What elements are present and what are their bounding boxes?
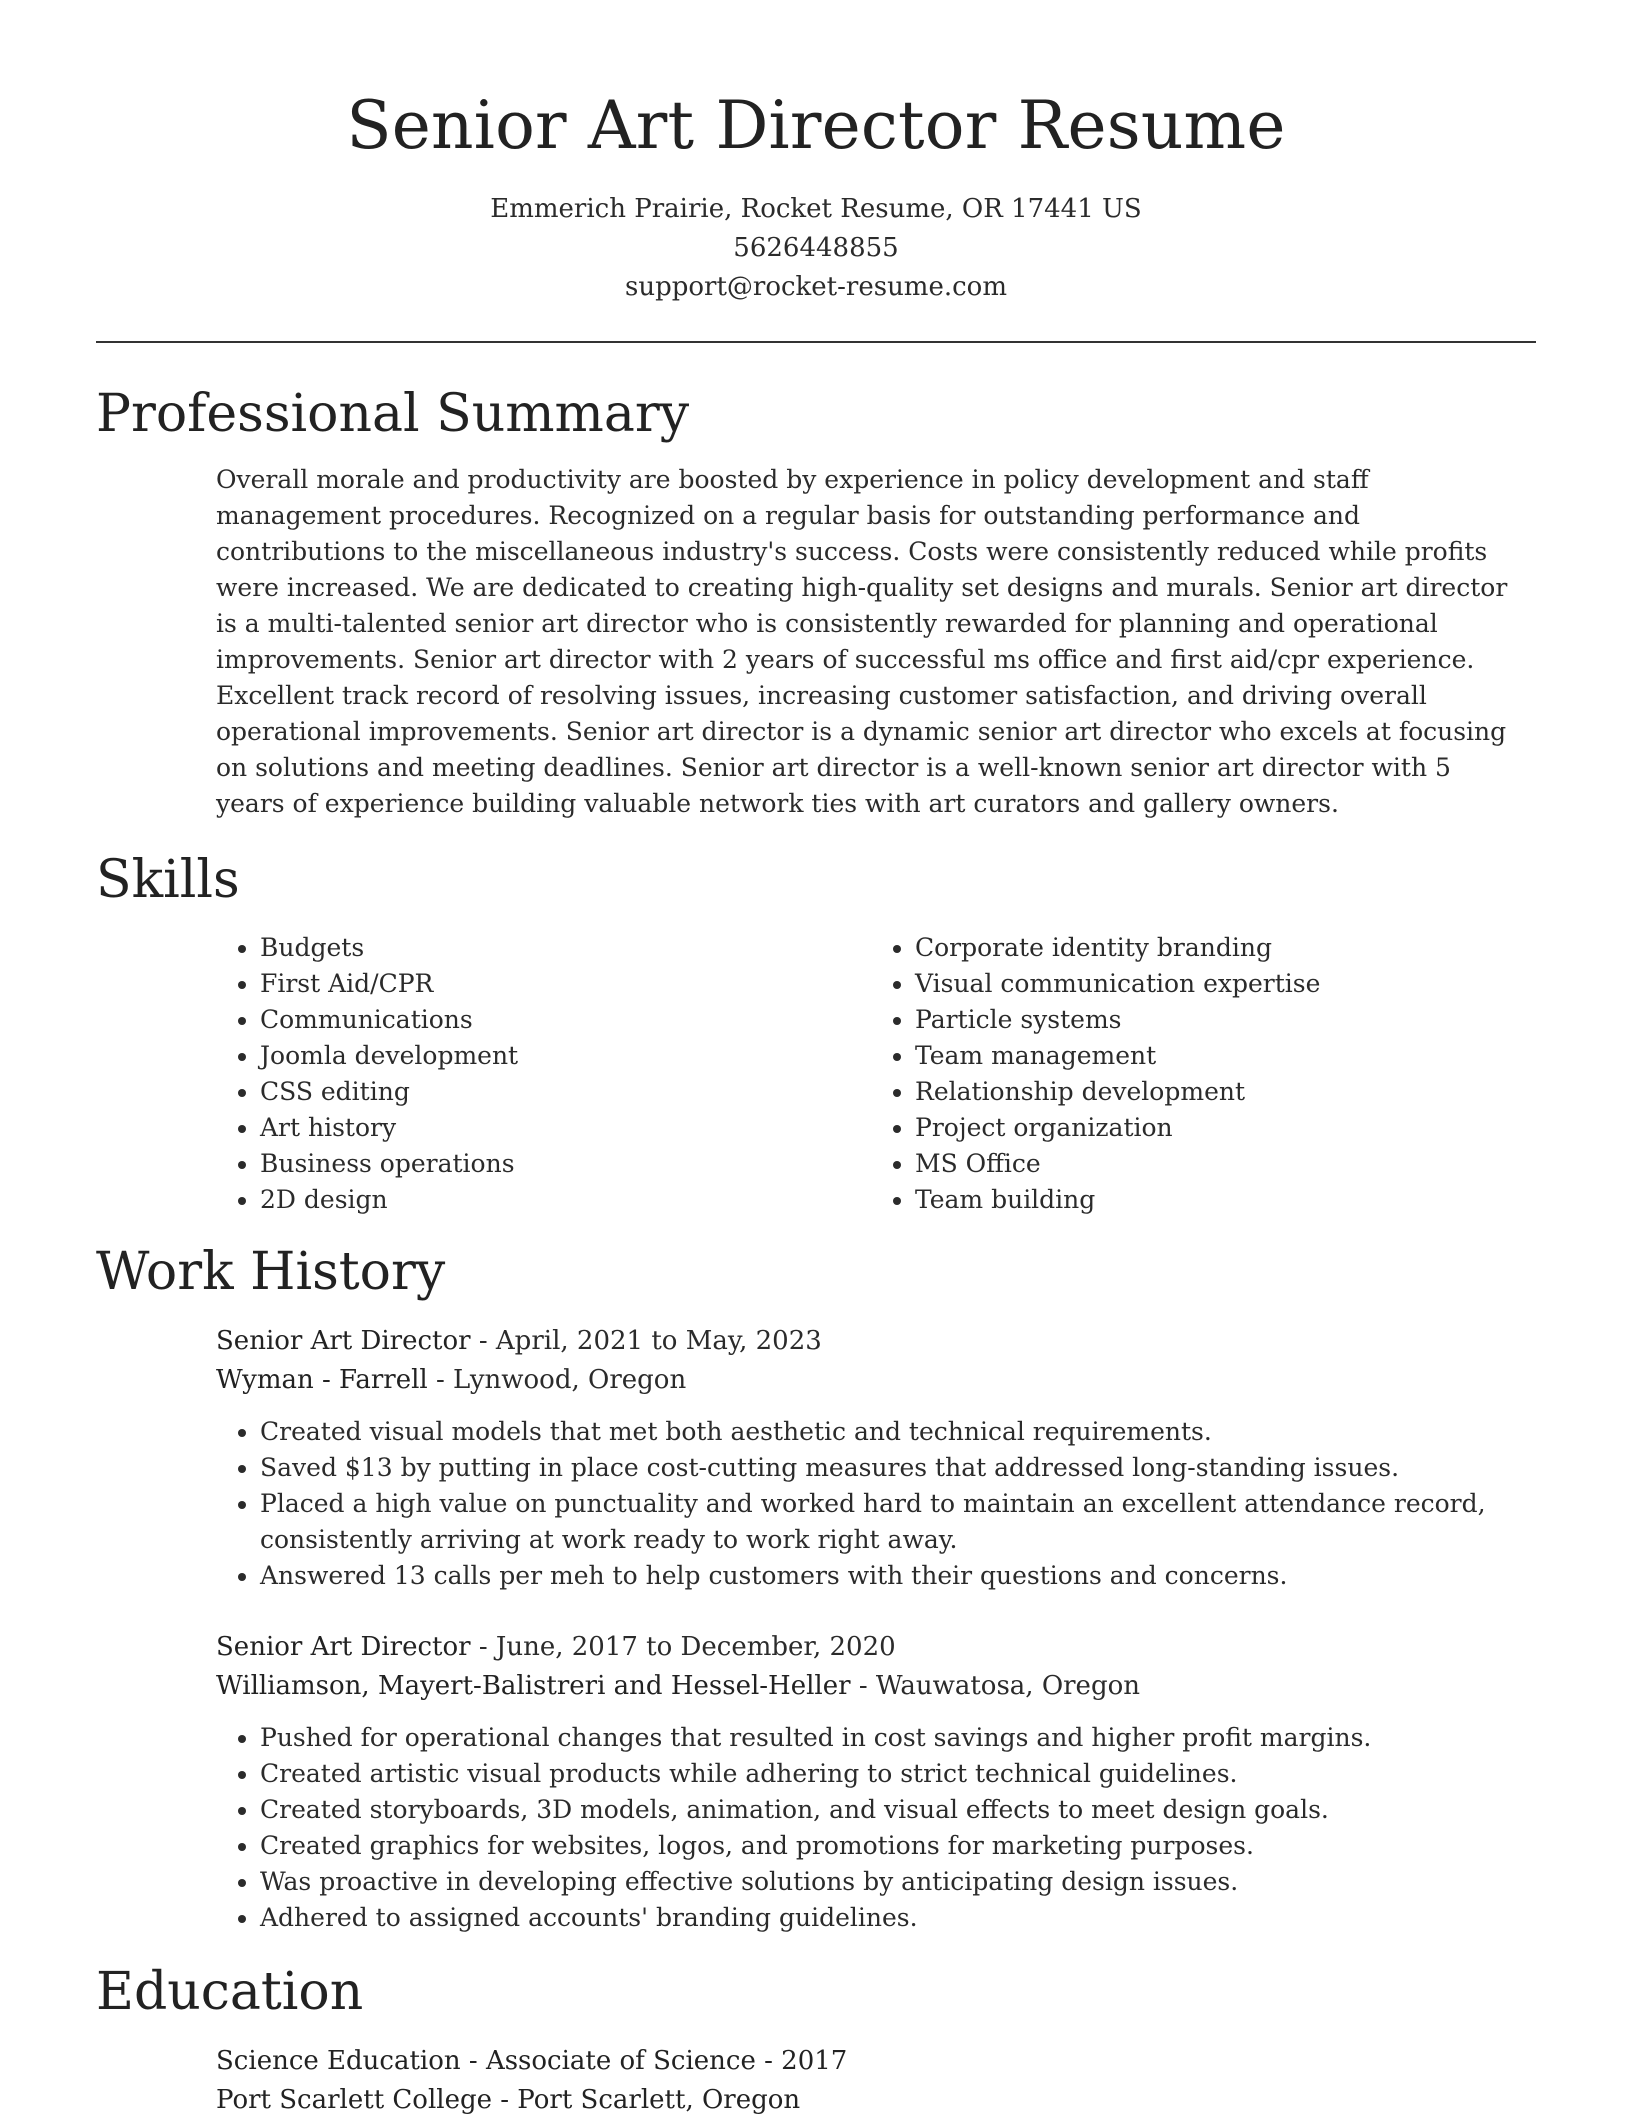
- skill-item: • MS Office: [915, 1146, 1526, 1182]
- education-heading: Education: [96, 1962, 364, 2022]
- skills-list-left: [216, 930, 871, 1218]
- job-role: Senior Art Director: [216, 1326, 471, 1356]
- summary-section: [96, 382, 1536, 822]
- resume-title: Senior Art Director Resume: [346, 87, 1286, 164]
- job-duties: [216, 1720, 1526, 1936]
- contact-info: [0, 190, 1632, 307]
- education-degree: Science Education - Associate of Science - 2017: [216, 2046, 848, 2076]
- duty-item: • Answered 13 calls per meh to help customers with their questions and concerns.: [260, 1558, 1526, 1594]
- job-duties: [216, 1414, 1526, 1594]
- skills-grid: [216, 930, 1526, 1218]
- skill-item: • First Aid/CPR: [260, 966, 871, 1002]
- contact-address: Emmerich Prairie, Rocket Resume, OR 17441 US: [490, 194, 1142, 224]
- skill-item: • Business operations: [260, 1146, 871, 1182]
- skill-item: • Team building: [915, 1182, 1526, 1218]
- summary-heading: Professional Summary: [96, 384, 690, 444]
- job-title-line: [216, 1628, 1526, 1667]
- contact-email: support@rocket-resume.com: [624, 272, 1007, 302]
- job-title-line: [216, 1322, 1526, 1361]
- skills-heading: Skills: [96, 850, 240, 910]
- duty-item: • Created storyboards, 3D models, animation, and visual effects to meet design goals.: [260, 1792, 1526, 1828]
- skill-item: • Relationship development: [915, 1074, 1526, 1110]
- skill-item: • Art history: [260, 1110, 871, 1146]
- summary-text: Overall morale and productivity are boosted by experience in policy development and staff management procedures. Recognized on a regular basis for outstanding performance and contributions to the miscellaneous industry's success. Costs were consistently reduced while profits were increased. We are dedicated to creating high-quality set designs and murals. Senior art director is a multi-talented senior art director who is consistently rewarded for planning and operational improvements. Senior art director with 2 years of successful ms office and first aid/cpr experience. Excellent track record of resolving issues, increasing customer satisfaction, and driving overall operational improvements. Senior art director is a dynamic senior art director who excels at focusing on solutions and meeting deadlines. Senior art director is a well-known senior art director with 5 years of experience building valuable network ties with art curators and gallery owners.: [216, 465, 1508, 818]
- job-dates: - April, 2021 to May, 2023: [470, 1326, 822, 1356]
- skill-item: • Budgets: [260, 930, 871, 966]
- skill-item: • Joomla development: [260, 1038, 871, 1074]
- skill-item: • Team management: [915, 1038, 1526, 1074]
- skills-list-right: [871, 930, 1526, 1218]
- job-location: - Lynwood, Oregon: [427, 1365, 687, 1395]
- job-company-line: [216, 1361, 1526, 1400]
- job-company-line: [216, 1667, 1526, 1706]
- work-history-heading: Work History: [96, 1242, 446, 1302]
- job-role: Senior Art Director: [216, 1632, 471, 1662]
- job-dates: - June, 2017 to December, 2020: [470, 1632, 896, 1662]
- contact-phone: 5626448855: [733, 233, 899, 263]
- header-divider: [96, 341, 1536, 343]
- job-entry: [216, 1628, 1526, 1936]
- education-section: [96, 1960, 1536, 2120]
- duty-item: • Adhered to assigned accounts' branding guidelines.: [260, 1900, 1526, 1936]
- skill-item: • Communications: [260, 1002, 871, 1038]
- job-company: Williamson, Mayert-Balistreri and Hessel-Heller: [216, 1671, 851, 1701]
- job-entry: [216, 1322, 1526, 1594]
- job-company: Wyman - Farrell: [216, 1365, 428, 1395]
- work-history-section: [96, 1240, 1536, 1936]
- skill-item: • Visual communication expertise: [915, 966, 1526, 1002]
- skill-item: • Corporate identity branding: [915, 930, 1526, 966]
- duty-item: • Was proactive in developing effective solutions by anticipating design issues.: [260, 1864, 1526, 1900]
- duty-item: • Created artistic visual products while adhering to strict technical guidelines.: [260, 1756, 1526, 1792]
- duty-item: • Saved $13 by putting in place cost-cutting measures that addressed long-standing issues.: [260, 1450, 1526, 1486]
- duty-item: • Created visual models that met both aesthetic and technical requirements.: [260, 1414, 1526, 1450]
- duty-item: • Pushed for operational changes that resulted in cost savings and higher profit margins.: [260, 1720, 1526, 1756]
- education-school: Port Scarlett College - Port Scarlett, Oregon: [216, 2085, 801, 2115]
- duty-item: • Placed a high value on punctuality and worked hard to maintain an excellent attendance record, consistently arriving at work ready to work right away.: [260, 1486, 1526, 1558]
- duty-item: • Created graphics for websites, logos, and promotions for marketing purposes.: [260, 1828, 1526, 1864]
- skill-item: • Project organization: [915, 1110, 1526, 1146]
- skills-section: [96, 848, 1536, 1218]
- resume-header: [0, 0, 1632, 307]
- job-location: - Wauwatosa, Oregon: [850, 1671, 1140, 1701]
- skill-item: • Particle systems: [915, 1002, 1526, 1038]
- skill-item: • 2D design: [260, 1182, 871, 1218]
- skill-item: • CSS editing: [260, 1074, 871, 1110]
